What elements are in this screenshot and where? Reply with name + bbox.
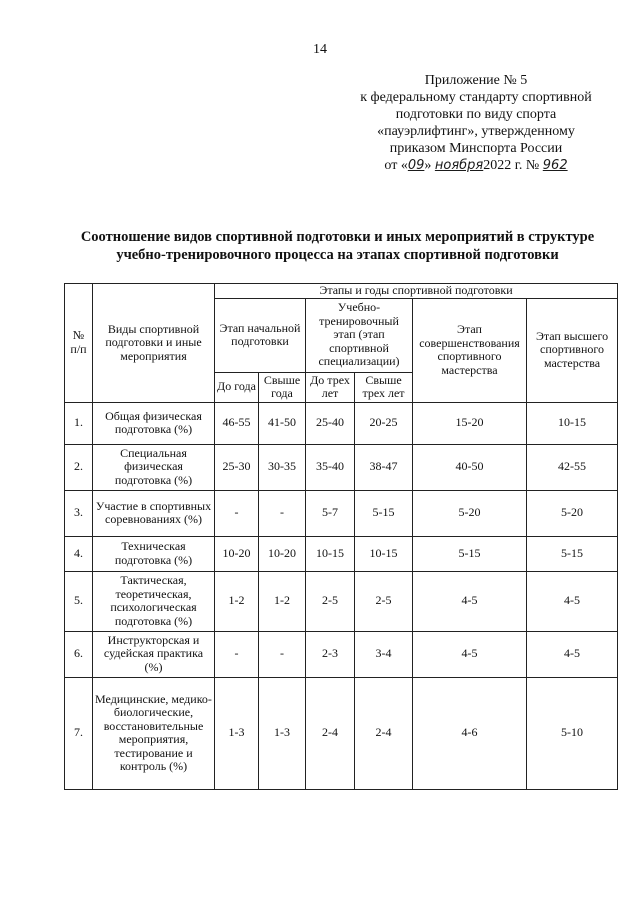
cell-value: 41-50 [259,402,306,444]
header-over-three: Свыше трех лет [355,372,413,402]
cell-value: 46-55 [215,402,259,444]
cell-value: 10-15 [527,402,618,444]
cell-value: 2-4 [355,677,413,789]
appendix-line: «пауэрлифтинг», утвержденному [377,124,575,139]
row-kind: Тактическая, теоретическая, психологическая подготовка (%) [93,571,215,631]
row-number: 6. [65,631,93,677]
cell-value: 1-2 [215,571,259,631]
ratio-table [64,283,618,790]
cell-value: 1-3 [215,677,259,789]
cell-value: 5-20 [413,490,527,536]
cell-value: 2-5 [306,571,355,631]
document-title [60,228,615,264]
cell-value: 30-35 [259,444,306,490]
handwritten-month: ноября [434,158,484,173]
cell-value: 4-5 [413,571,527,631]
cell-value: 5-15 [355,490,413,536]
table-row [65,571,618,631]
row-number: 5. [65,571,93,631]
cell-value: 25-40 [306,402,355,444]
cell-value: - [259,490,306,536]
header-up-to-year: До года [215,372,259,402]
row-kind: Общая физическая подготовка (%) [93,402,215,444]
header-over-year: Свыше года [259,372,306,402]
cell-value: 1-3 [259,677,306,789]
cell-value: 35-40 [306,444,355,490]
cell-value: 4-6 [413,677,527,789]
row-kind: Техническая подготовка (%) [93,536,215,571]
title-line: учебно-тренировочного процесса на этапах спортивной подготовки [116,247,559,263]
row-number: 4. [65,536,93,571]
cell-value: 1-2 [259,571,306,631]
appendix-block [346,72,606,174]
cell-value: - [259,631,306,677]
title-line: Соотношение видов спортивной подготовки и иных мероприятий в структуре [80,229,595,245]
header-num: № п/п [65,284,93,403]
table-row [65,631,618,677]
header-stage-perfection: Этап совершенствования спортивного мастерства [413,298,527,402]
row-number: 1. [65,402,93,444]
table-row [65,677,618,789]
cell-value: 5-10 [527,677,618,789]
cell-value: 4-5 [527,571,618,631]
appendix-line: подготовки по виду спорта [395,107,557,122]
cell-value: 5-15 [413,536,527,571]
row-kind: Специальная физическая подготовка (%) [93,444,215,490]
header-stage-training: Учебно-тренировочный этап (этап спортивной специализации) [306,298,413,372]
cell-value: 5-7 [306,490,355,536]
cell-value: 15-20 [413,402,527,444]
row-kind: Участие в спортивных соревнованиях (%) [93,490,215,536]
cell-value: 40-50 [413,444,527,490]
appendix-line: к федеральному стандарту спортивной [360,90,592,105]
cell-value: 4-5 [527,631,618,677]
row-number: 7. [65,677,93,789]
appendix-line: Приложение № 5 [424,73,528,88]
header-kinds: Виды спортивной подготовки и иные мероприятия [93,284,215,403]
handwritten-order-number: 962 [542,158,568,173]
table-row [65,490,618,536]
cell-value: 25-30 [215,444,259,490]
cell-value: 10-15 [306,536,355,571]
page-number: 14 [313,42,327,57]
cell-value: 20-25 [355,402,413,444]
cell-value: 10-20 [215,536,259,571]
cell-value: 10-15 [355,536,413,571]
cell-value: 2-5 [355,571,413,631]
date-mid: » [424,158,435,173]
date-prefix: от « [384,158,408,173]
header-up-to-three: До трех лет [306,372,355,402]
row-number: 3. [65,490,93,536]
appendix-date-line [346,157,606,174]
date-year: 2022 г. № [483,158,543,173]
cell-value: - [215,631,259,677]
header-stage-highest: Этап высшего спортивного мастерства [527,298,618,402]
table-row [65,536,618,571]
cell-value: 38-47 [355,444,413,490]
cell-value: 2-4 [306,677,355,789]
cell-value: 5-15 [527,536,618,571]
appendix-line: приказом Минспорта России [389,141,563,156]
cell-value: - [215,490,259,536]
row-number: 2. [65,444,93,490]
cell-value: 42-55 [527,444,618,490]
row-kind: Медицинские, медико-биологические, восстановительные мероприятия, тестирование и контроль (%) [93,677,215,789]
row-kind: Инструкторская и судейская практика (%) [93,631,215,677]
cell-value: 4-5 [413,631,527,677]
cell-value: 10-20 [259,536,306,571]
header-stage-initial: Этап начальной подготовки [215,298,306,372]
cell-value: 5-20 [527,490,618,536]
cell-value: 2-3 [306,631,355,677]
table-row [65,444,618,490]
cell-value: 3-4 [355,631,413,677]
header-stages-years: Этапы и годы спортивной подготовки [215,284,618,299]
table-row [65,402,618,444]
handwritten-day: 09 [407,158,425,173]
